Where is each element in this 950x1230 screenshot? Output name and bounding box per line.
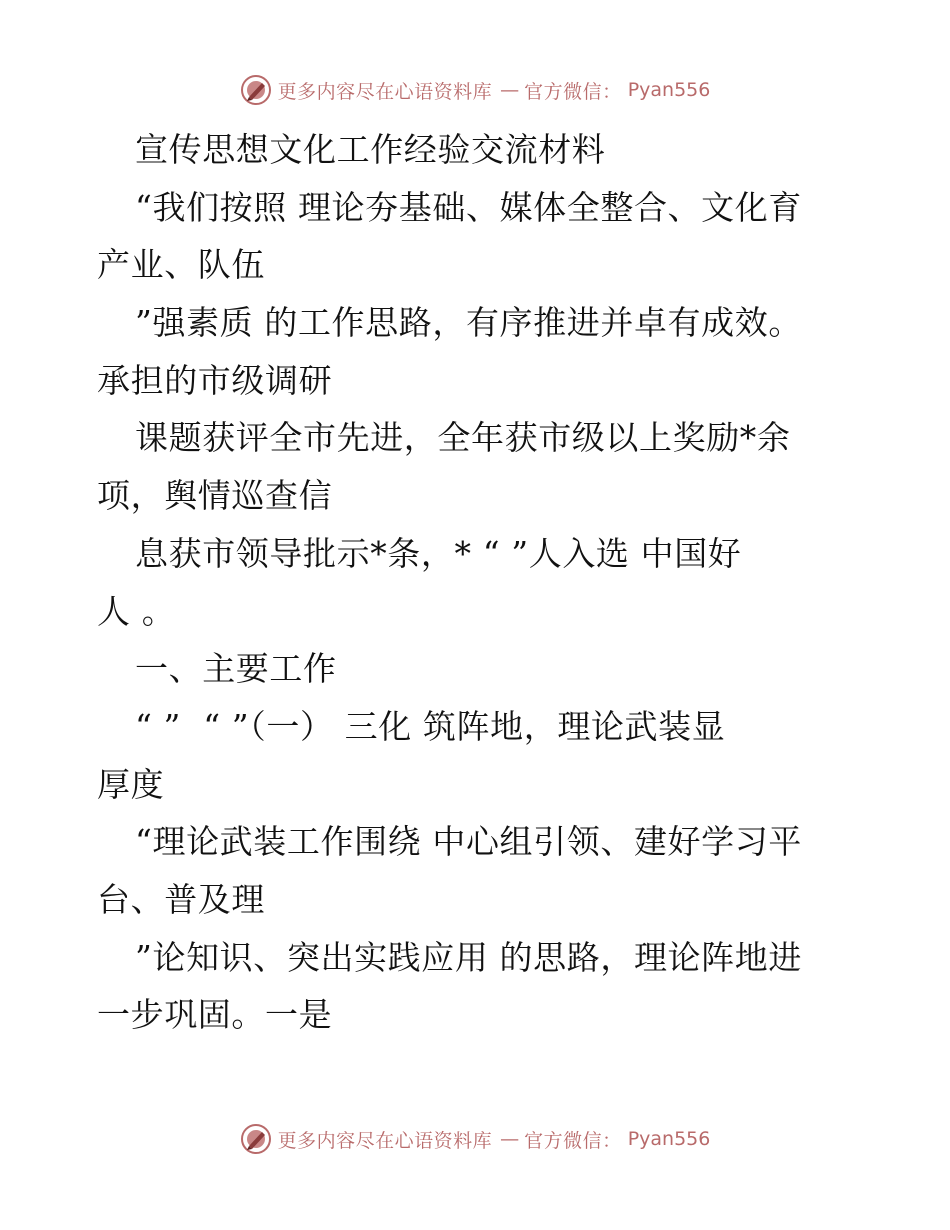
body-line: ”论知识、突出实践应用 的思路，理论阵地进 bbox=[135, 937, 802, 977]
body-line: 台、普及理 bbox=[97, 879, 265, 919]
watermark-brand: Pyan556 bbox=[627, 79, 711, 101]
watermark-label: 官方微信： bbox=[524, 80, 622, 103]
watermark-text: 更多内容尽在心语资料库 bbox=[277, 1129, 493, 1152]
pen-nib-logo-icon bbox=[240, 1123, 272, 1155]
watermark-label: 官方微信： bbox=[524, 1129, 622, 1152]
body-line: 息获市领导批示*条，* “ ”人入选 中国好 bbox=[135, 533, 742, 573]
body-line: 人 。 bbox=[97, 591, 176, 631]
body-line: 产业、队伍 bbox=[97, 245, 265, 285]
body-line: 课题获评全市先进，全年获市级以上奖励*余 bbox=[135, 418, 791, 458]
watermark-separator: — bbox=[500, 1128, 517, 1150]
section-heading: 一、主要工作 bbox=[135, 649, 337, 689]
watermark-brand: Pyan556 bbox=[627, 1128, 711, 1150]
body-line: 厚度 bbox=[97, 764, 165, 804]
footer-watermark bbox=[0, 1122, 950, 1156]
watermark-separator: — bbox=[500, 79, 517, 101]
watermark-text: 更多内容尽在心语资料库 bbox=[277, 80, 493, 103]
body-line: 项，舆情巡查信 bbox=[97, 476, 333, 516]
body-line: “理论武装工作围绕 中心组引领、建好学习平 bbox=[135, 822, 802, 862]
body-line: 一步巩固。一是 bbox=[97, 995, 333, 1035]
body-line: 承担的市级调研 bbox=[97, 360, 333, 400]
body-line: ”强素质 的工作思路，有序推进并卓有成效。 bbox=[135, 303, 802, 343]
document-body bbox=[97, 121, 837, 1044]
header-watermark bbox=[0, 73, 950, 107]
pen-nib-logo-icon bbox=[240, 74, 272, 106]
document-title: 宣传思想文化工作经验交流材料 bbox=[135, 130, 606, 169]
body-line: “我们按照 理论夯基础、媒体全整合、文化育 bbox=[135, 187, 802, 227]
body-line: “ ” “ ”（一） 三化 筑阵地，理论武装显 bbox=[135, 706, 726, 746]
